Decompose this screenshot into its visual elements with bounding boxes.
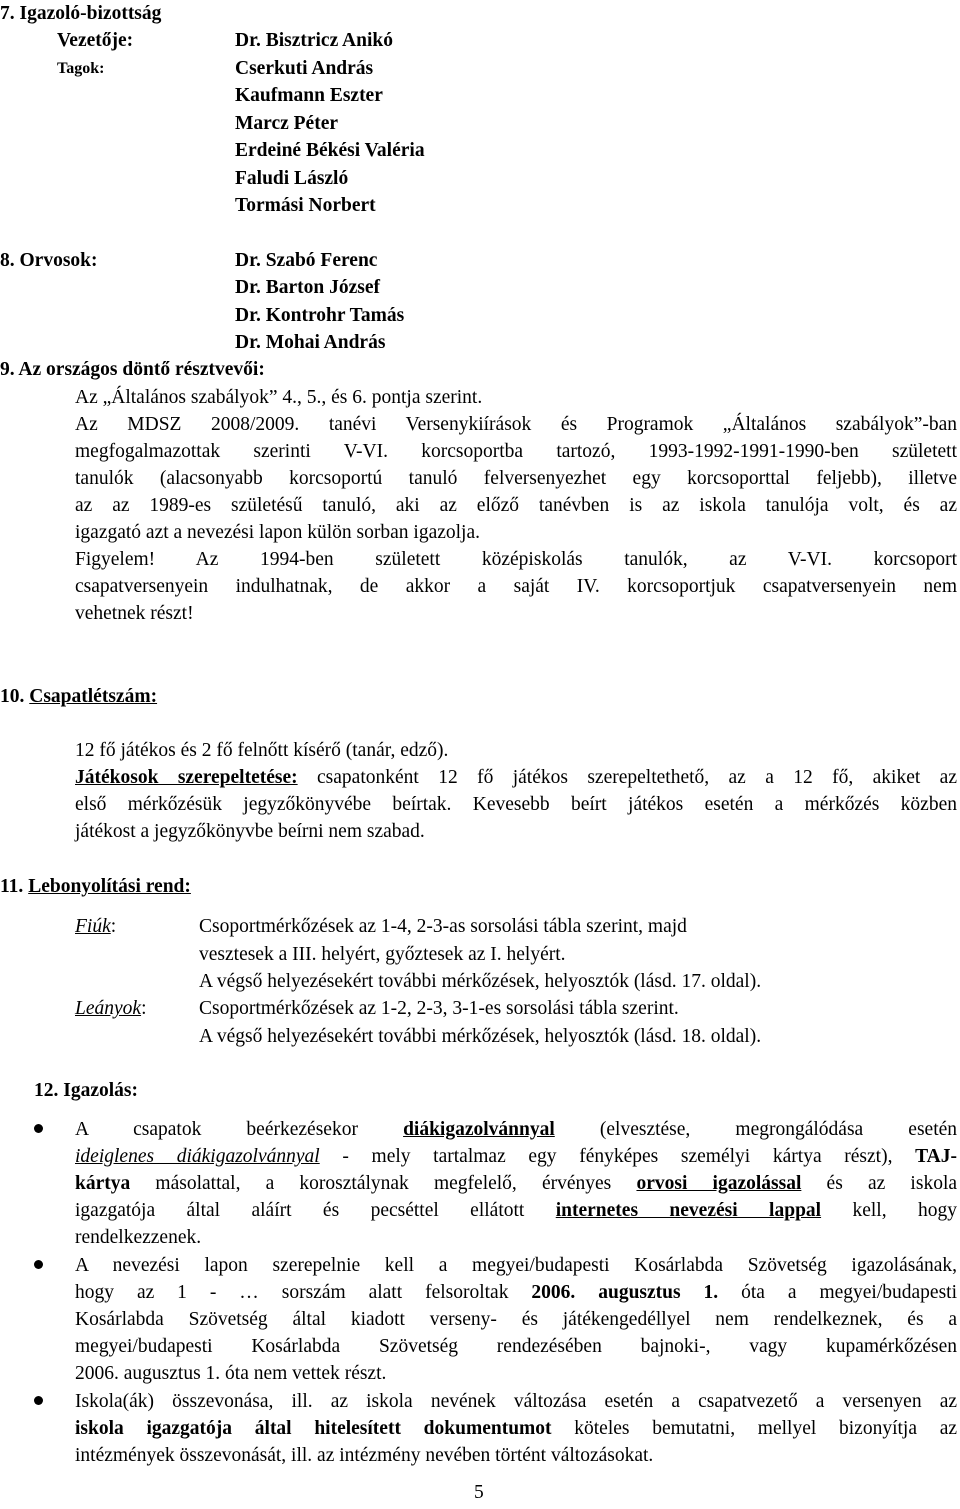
bullet-icon xyxy=(34,1396,43,1405)
section-11-title: 11. Lebonyolítási rend: xyxy=(0,876,191,897)
section-9-line: Az „Általános szabályok” 4., 5., és 6. pontja szerint. xyxy=(75,387,483,408)
section-10-title: 10. Csapatlétszám: xyxy=(0,686,158,707)
member-item: Cserkuti András xyxy=(235,58,374,79)
doctor-item: Dr. Szabó Ferenc xyxy=(235,250,378,271)
section-9-title: 9. Az országos döntő résztvevői: xyxy=(0,359,265,380)
section-7-title: 7. Igazoló-bizottság xyxy=(0,3,162,24)
page-number: 5 xyxy=(474,1482,484,1503)
boys-schedule: vesztesek a III. helyért, győztesek az I. helyért. xyxy=(199,944,566,965)
bullet-icon xyxy=(34,1260,43,1269)
team-size: 12 fő játékos és 2 fő felnőtt kísérő (tanár, edző). xyxy=(75,740,449,761)
players-rule: Játékosok szerepeltetése: csapatonként 12 fő játékos szerepeltethető, az a 12 fő, akiket az xyxy=(75,767,957,788)
member-item: Kaufmann Eszter xyxy=(235,85,383,106)
section-12-title: 12. Igazolás: xyxy=(34,1080,138,1101)
girls-label: Leányok: xyxy=(75,998,147,1019)
doctor-item: Dr. Barton József xyxy=(235,277,380,298)
players-rule-line: játékost a jegyzőkönyvbe beírni nem szabad. xyxy=(75,821,425,842)
member-item: Faludi László xyxy=(235,168,349,189)
leader-label: Vezetője: xyxy=(57,30,134,51)
boys-schedule: A végső helyezésekért további mérkőzések, helyosztók (lásd. 17. oldal). xyxy=(199,971,762,992)
section-8-label: 8. Orvosok: xyxy=(0,250,98,271)
boys-schedule: Csoportmérkőzések az 1-4, 2-3-as sorsolási tábla szerint, majd xyxy=(199,916,687,937)
doctor-item: Dr. Mohai András xyxy=(235,332,386,353)
member-item: Tormási Norbert xyxy=(235,195,376,216)
girls-schedule: A végső helyezésekért további mérkőzések, helyosztók (lásd. 18. oldal). xyxy=(199,1026,762,1047)
leader-name: Dr. Bisztricz Anikó xyxy=(235,30,393,51)
member-item: Erdeiné Békési Valéria xyxy=(235,140,425,161)
girls-schedule: Csoportmérkőzések az 1-2, 2-3, 3-1-es sorsolási tábla szerint. xyxy=(199,998,679,1019)
boys-label: Fiúk: xyxy=(75,916,117,937)
players-rule-line: első mérkőzésük jegyzőkönyvébe beírtak. Kevesebb beírt játékos esetén a mérkőzés közben xyxy=(75,794,957,815)
bullet-icon xyxy=(34,1124,43,1133)
member-item: Marcz Péter xyxy=(235,113,339,134)
members-label: Tagok: xyxy=(57,60,105,77)
doctor-item: Dr. Kontrohr Tamás xyxy=(235,305,405,326)
